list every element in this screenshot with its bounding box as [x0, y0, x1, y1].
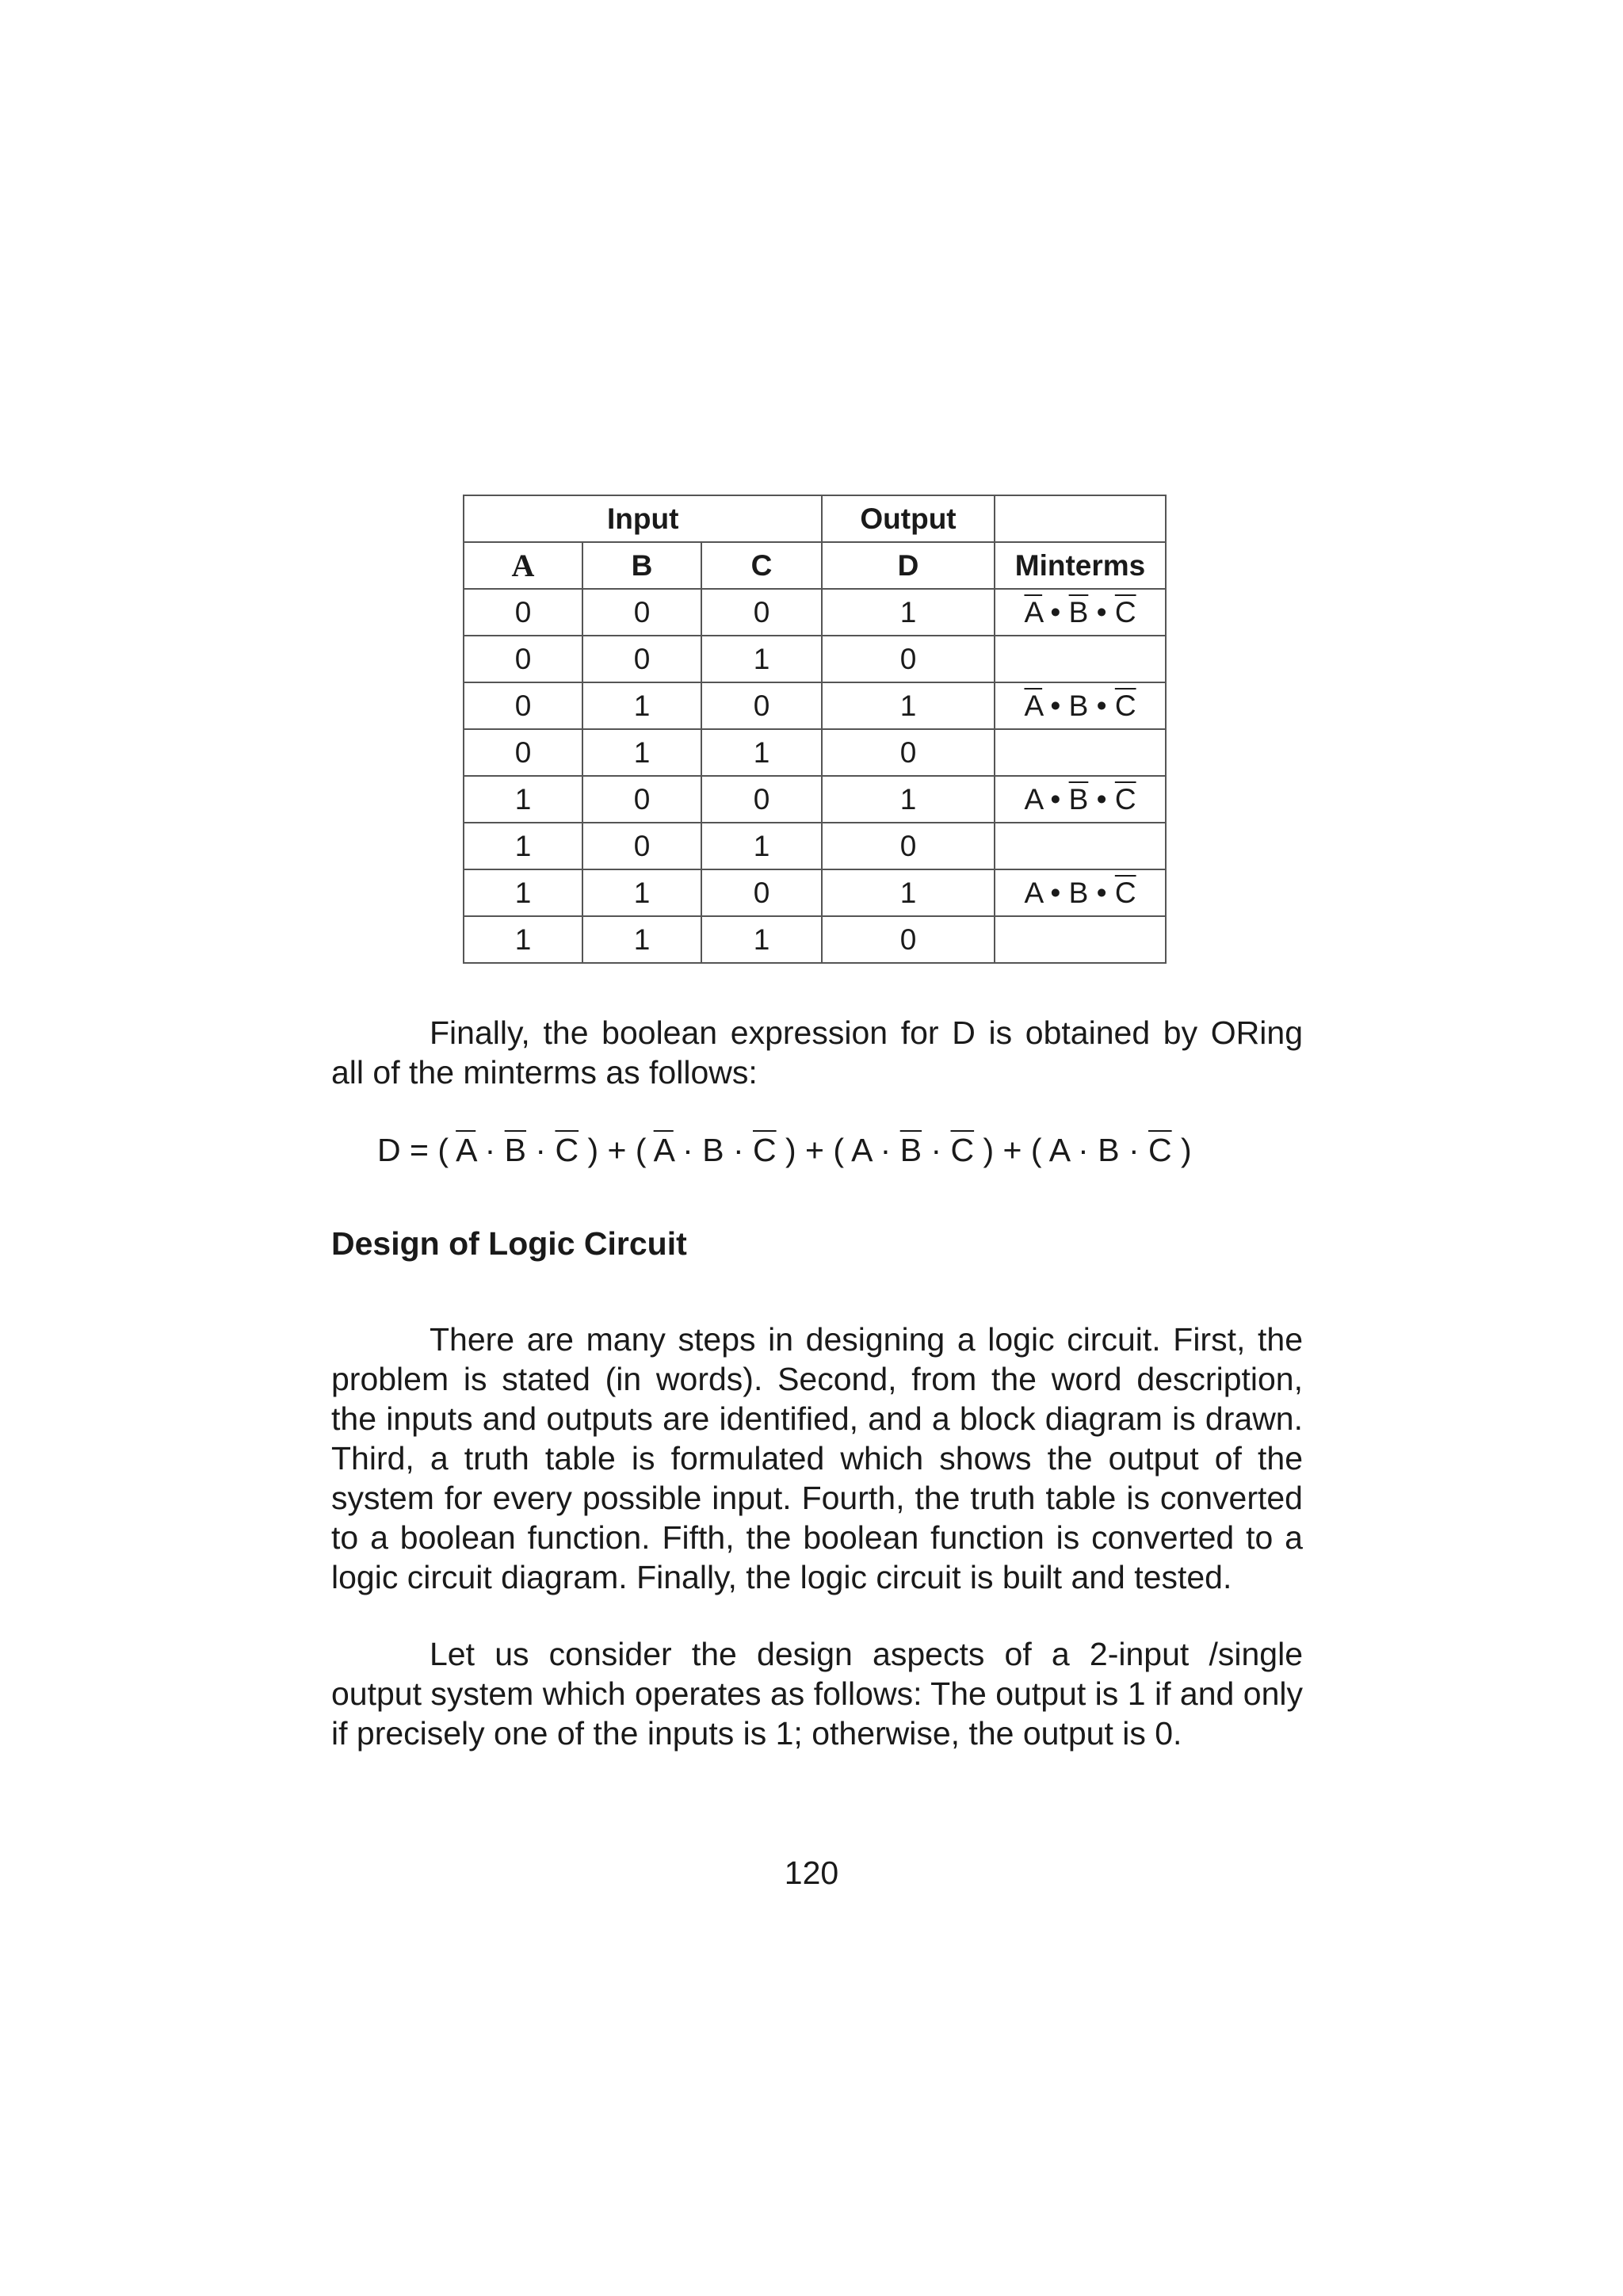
cell-minterm: [995, 636, 1166, 682]
or-operator: +: [598, 1132, 636, 1168]
equation-term: ( $\overline{A} \cdot B \cdot \overline{C}$ ): [635, 1132, 796, 1168]
table-row: [464, 729, 1166, 776]
paragraph-minterms-text: Finally, the boolean expression for D is obtained by ORing all of the minterms as follows:: [331, 1014, 1303, 1091]
and-operator: •: [1088, 690, 1115, 722]
and-operator: ·: [475, 1132, 505, 1168]
minterm-expression: [1024, 690, 1136, 722]
paragraph-consider: [331, 1634, 1303, 1753]
minterm-expression: [1024, 877, 1136, 909]
or-operator: +: [796, 1132, 834, 1168]
and-operator: •: [1042, 690, 1069, 722]
equation-var-c-complement: $\overline{C}$: [950, 1132, 975, 1168]
cell-minterm: [995, 682, 1166, 729]
cell-a: 0: [464, 636, 582, 682]
equation-var-a-complement: $\overline{A}$: [456, 1132, 476, 1168]
cell-c: 1: [701, 636, 822, 682]
paragraph-design-steps-text: There are many steps in designing a logic circuit. First, the problem is stated (in words). Second, from the word description, the inputs and outputs are identified, and a block diagram is drawn. Third, a truth table is formulated which shows the output of the system for every possible input. Fourth, the truth table is converted to a boolean function. Fifth, the boolean function is converted to a logic circuit diagram. Finally, the logic circuit is built and tested.: [331, 1321, 1303, 1595]
cell-a: 0: [464, 589, 582, 636]
minterm-var-b-complement: $\overline{B}$: [1068, 783, 1089, 816]
table-row: [464, 682, 1166, 729]
cell-b: 0: [582, 776, 701, 823]
cell-d: 1: [822, 682, 995, 729]
cell-b: 1: [582, 682, 701, 729]
table-row: [464, 636, 1166, 682]
minterm-var-c-complement: $\overline{C}$: [1114, 783, 1136, 816]
and-operator: •: [1042, 783, 1069, 816]
column-header-a: A: [464, 542, 582, 589]
page-number: 120: [784, 1855, 839, 1891]
table-row: [464, 916, 1166, 963]
cell-a: 1: [464, 916, 582, 963]
paragraph-design-steps: [331, 1320, 1303, 1597]
equation-lhs: D: [377, 1132, 401, 1168]
cell-c: 1: [701, 823, 822, 869]
input-group-header: Input: [464, 495, 822, 542]
and-operator: ·: [871, 1132, 900, 1168]
cell-d: 1: [822, 869, 995, 916]
group-header-row: [464, 495, 1166, 542]
and-operator: •: [1088, 783, 1115, 816]
column-header-c: C: [701, 542, 822, 589]
column-header-minterms: Minterms: [995, 542, 1166, 589]
truth-table: [463, 495, 1167, 964]
truth-table-body: [464, 495, 1166, 963]
paragraph-consider-text: Let us consider the design aspects of a 2-input /single output system which operates as follows: The output is 1 if and only if precisely one of the inputs is 1; otherwise, the output is 0.: [331, 1636, 1303, 1752]
equation-var-c-complement: $\overline{C}$: [752, 1132, 777, 1168]
and-operator: ·: [724, 1132, 753, 1168]
column-header-row: [464, 542, 1166, 589]
cell-d: 0: [822, 636, 995, 682]
and-operator: ·: [1068, 1132, 1098, 1168]
and-operator: •: [1042, 877, 1069, 909]
minterm-expression: [1024, 596, 1136, 628]
cell-a: 0: [464, 682, 582, 729]
cell-c: 1: [701, 729, 822, 776]
cell-a: 1: [464, 869, 582, 916]
cell-d: 1: [822, 589, 995, 636]
cell-b: 0: [582, 823, 701, 869]
output-group-header: Output: [822, 495, 995, 542]
and-operator: ·: [1119, 1132, 1149, 1168]
paragraph-minterms: [331, 1013, 1303, 1092]
empty-header-cell: [995, 495, 1166, 542]
minterm-var-c-complement: $\overline{C}$: [1114, 596, 1136, 628]
cell-c: 1: [701, 916, 822, 963]
minterm-var-a: A: [1024, 877, 1043, 909]
cell-minterm: [995, 589, 1166, 636]
cell-b: 1: [582, 869, 701, 916]
cell-b: 1: [582, 729, 701, 776]
and-operator: ·: [526, 1132, 556, 1168]
equals-sign: =: [400, 1132, 438, 1168]
cell-minterm: [995, 869, 1166, 916]
section-heading: Design of Logic Circuit: [331, 1225, 687, 1262]
equation-term: ( $A \cdot B \cdot \overline{C}$ ): [1030, 1132, 1192, 1168]
equation-var-b-complement: $\overline{B}$: [899, 1132, 922, 1168]
cell-b: 1: [582, 916, 701, 963]
minterm-var-a-complement: $\overline{A}$: [1024, 690, 1043, 722]
cell-d: 0: [822, 916, 995, 963]
column-header-d: D: [822, 542, 995, 589]
cell-c: 0: [701, 869, 822, 916]
cell-minterm: [995, 916, 1166, 963]
and-operator: •: [1088, 596, 1115, 628]
cell-b: 0: [582, 589, 701, 636]
minterm-var-c-complement: $\overline{C}$: [1114, 877, 1136, 909]
equation-var-b: B: [702, 1132, 724, 1168]
equation-var-a: A: [1048, 1132, 1069, 1168]
and-operator: •: [1042, 596, 1069, 628]
cell-c: 0: [701, 589, 822, 636]
and-operator: ·: [922, 1132, 951, 1168]
cell-a: 0: [464, 729, 582, 776]
equation-term: ( $\overline{A} \cdot \overline{B} \cdot \overline{C}$ ): [437, 1132, 599, 1168]
minterm-var-a: A: [1024, 783, 1043, 816]
table-row: [464, 589, 1166, 636]
cell-minterm: [995, 729, 1166, 776]
equation-term: ( $A \cdot \overline{B} \cdot \overline{C}$ ): [833, 1132, 995, 1168]
table-row: [464, 869, 1166, 916]
cell-b: 0: [582, 636, 701, 682]
equation-var-b-complement: $\overline{B}$: [504, 1132, 527, 1168]
minterm-var-b: B: [1068, 690, 1089, 722]
cell-a: 1: [464, 823, 582, 869]
table-row: [464, 823, 1166, 869]
and-operator: ·: [673, 1132, 703, 1168]
equation-var-a-complement: $\overline{A}$: [653, 1132, 674, 1168]
equation-var-c-complement: $\overline{C}$: [1148, 1132, 1172, 1168]
cell-minterm: [995, 823, 1166, 869]
cell-c: 0: [701, 776, 822, 823]
cell-minterm: [995, 776, 1166, 823]
table-row: [464, 776, 1166, 823]
minterm-var-b: B: [1068, 877, 1089, 909]
cell-d: 0: [822, 729, 995, 776]
cell-d: 1: [822, 776, 995, 823]
minterm-var-c-complement: $\overline{C}$: [1114, 690, 1136, 722]
or-operator: +: [994, 1132, 1031, 1168]
equation-var-b: B: [1098, 1132, 1120, 1168]
and-operator: •: [1088, 877, 1115, 909]
cell-c: 0: [701, 682, 822, 729]
cell-a: 1: [464, 776, 582, 823]
minterm-var-b-complement: $\overline{B}$: [1068, 596, 1089, 628]
column-header-b: B: [582, 542, 701, 589]
equation-var-c-complement: $\overline{C}$: [555, 1132, 579, 1168]
minterm-expression: [1024, 783, 1136, 816]
boolean-equation: [377, 1132, 1192, 1169]
minterm-var-a-complement: $\overline{A}$: [1024, 596, 1043, 628]
cell-d: 0: [822, 823, 995, 869]
equation-var-a: A: [851, 1132, 872, 1168]
